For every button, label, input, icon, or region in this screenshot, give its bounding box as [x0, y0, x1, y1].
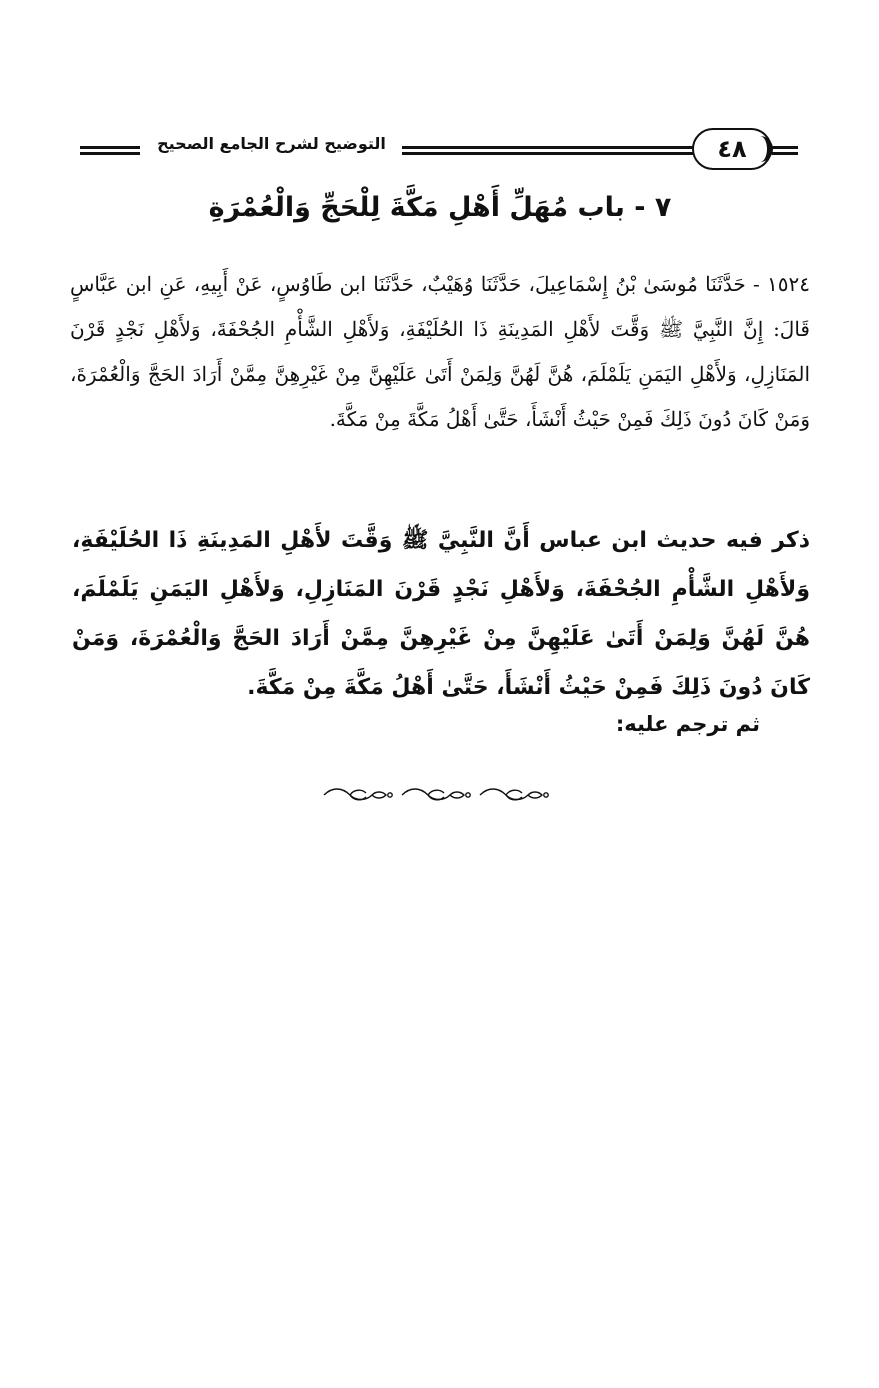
header-rule-right — [772, 146, 798, 155]
page-number-frame — [692, 128, 772, 170]
ornament-unit-1 — [324, 789, 392, 800]
header-rule-left — [80, 146, 140, 155]
header-rule-middle — [402, 146, 694, 155]
ornament-unit-3 — [480, 789, 548, 800]
commentary-paragraph: ذكر فيه حديث ابن عباس أَنَّ النَّبِيَّ ﷺ وَقَّتَ لأَهْلِ المَدِينَةِ ذَا الحُلَيْفَةِ، وَلأَهْلِ الشَّأْمِ الجُحْفَةَ، وَلأَهْلِ نَجْدٍ قَرْنَ المَنَازِلِ، وَلأَهْلِ اليَمَنِ يَلَمْلَمَ، هُنَّ لَهُنَّ وَلِمَنْ أَتَىٰ عَلَيْهِنَّ مِنْ غَيْرِهِنَّ مِمَّنْ أَرَادَ الحَجَّ وَالْعُمْرَةَ، وَمَنْ كَانَ دُونَ ذَلِكَ فَمِنْ حَيْثُ أَنْشَأَ، حَتَّىٰ أَهْلُ مَكَّةَ مِنْ مَكَّةَ. — [72, 528, 810, 700]
floral-divider-icon — [320, 784, 550, 806]
chapter-heading: ٧ - باب مُهَلِّ أَهْلِ مَكَّةَ لِلْحَجِّ وَالْعُمْرَةِ — [208, 192, 672, 223]
hadith-paragraph: ١٥٢٤ - حَدَّثَنَا مُوسَىٰ بْنُ إِسْمَاعِيلَ، حَدَّثَنَا وُهَيْبٌ، حَدَّثَنَا ابن طَاوُسٍ، عَنْ أَبِيهِ، عَنِ ابن عَبَّاسٍ قَالَ: إِنَّ النَّبِيَّ ﷺ وَقَّتَ لأَهْلِ المَدِينَةِ ذَا الحُلَيْفَةِ، وَلأَهْلِ الشَّأْمِ الجُحْفَةَ، وَلأَهْلِ نَجْدٍ قَرْنَ المَنَازِلِ، وَلأَهْلِ اليَمَنِ يَلَمْلَمَ، هُنَّ لَهُنَّ وَلِمَنْ أَتَىٰ عَلَيْهِنَّ مِنْ غَيْرِهِنَّ مِمَّنْ أَرَادَ الحَجَّ وَالْعُمْرَةَ، وَمَنْ كَانَ دُونَ ذَلِكَ فَمِنْ حَيْثُ أَنْشَأَ، حَتَّىٰ أَهْلُ مَكَّةَ مِنْ مَكَّةَ. — [70, 272, 810, 431]
page-number: ٤٨ — [717, 135, 747, 163]
tarjama-line: ثم ترجم عليه: — [615, 712, 760, 736]
ornament-unit-2 — [402, 789, 470, 800]
running-title: التوضيح لشرح الجامع الصحيح — [157, 134, 386, 153]
page-header — [72, 124, 807, 176]
